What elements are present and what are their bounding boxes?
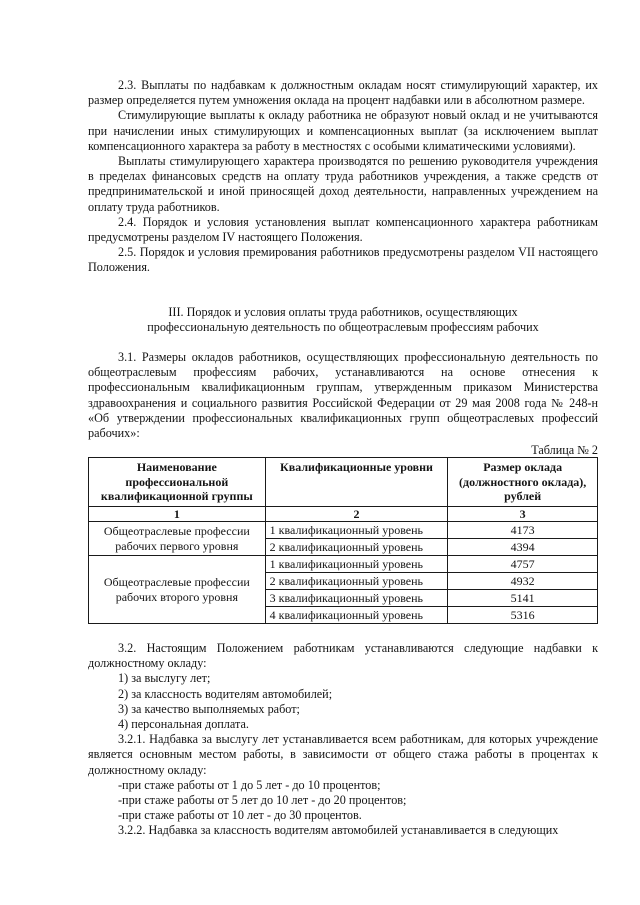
list-item: 2) за классность водителям автомобилей; (118, 686, 333, 701)
table-level-cell: 2 квалификационный уровень (265, 539, 448, 556)
table-header-levels: Квалификационные уровни (265, 458, 448, 507)
table-level-cell: 1 квалификационный уровень (265, 522, 448, 539)
table-level-cell: 4 квалификационный уровень (265, 607, 448, 624)
table-salary-cell: 4932 (448, 573, 598, 590)
paragraph-2-5: 2.5. Порядок и условия премирования работников предусмотрены разделом VII настоящего Положения. (88, 245, 598, 275)
list-item: -при стаже работы от 5 лет до 10 лет - до 20 процентов; (118, 793, 407, 808)
table-salary-cell: 5141 (448, 590, 598, 607)
list-item: 3) за качество выполняемых работ; (118, 701, 300, 716)
table-col-number: 3 (448, 506, 598, 522)
list-item: -при стаже работы от 10 лет - до 30 процентов. (118, 808, 362, 823)
table-col-number: 2 (265, 506, 448, 522)
section-3-2 (88, 641, 598, 839)
list-item: 1) за выслугу лет; (118, 671, 211, 686)
paragraph-2-4: 2.4. Порядок и условия установления выплат компенсационного характера работникам предусмотрены разделом IV настоящего Положения. (88, 214, 598, 245)
paragraph-3-2: 3.2. Настоящим Положением работникам устанавливаются следующие надбавки к должностному окладу: (88, 641, 598, 671)
table-salary-cell: 4173 (448, 522, 598, 539)
section-2-continued (88, 78, 598, 276)
section-3-intro (88, 350, 598, 458)
paragraph-2-3: 2.3. Выплаты по надбавкам к должностным окладам носят стимулирующий характер, их размер определяется путем умножения оклада на процент надбавки или в абсолютном размере. (88, 78, 598, 108)
paragraph-3-2-1: 3.2.1. Надбавка за выслугу лет устанавливается всем работникам, для которых учреждение является основным местом работы, в зависимости от общего стажа работы в процентах к должностному окладу: (88, 732, 598, 777)
table-group-cell: Общеотраслевые профессии рабочих первого уровня (89, 522, 266, 556)
paragraph-stimulating-2: Выплаты стимулирующего характера производятся по решению руководителя учреждения в пределах финансовых средств на оплату труда работников учреждения, а также средств от предпринимательской и иной приносящей доход деятельности, направленных учреждением на оплату труда работников. (88, 154, 598, 214)
paragraph-3-2-2: 3.2.2. Надбавка за классность водителям автомобилей устанавливается в следующих (118, 823, 559, 838)
section-3-heading (88, 305, 598, 335)
list-item: 4) персональная доплата. (118, 717, 249, 732)
section-3-title-line1: III. Порядок и условия оплаты труда работников, осуществляющих (168, 305, 518, 319)
table-header-salary: Размер оклада (должностного оклада), рублей (448, 458, 598, 507)
table-caption: Таблица № 2 (531, 443, 598, 458)
table-col-number: 1 (89, 506, 266, 522)
salary-table (88, 457, 598, 624)
table-level-cell: 3 квалификационный уровень (265, 590, 448, 607)
section-3-title-line2: профессиональную деятельность по общеотраслевым профессиям рабочих (147, 320, 539, 335)
paragraph-3-1: 3.1. Размеры окладов работников, осуществляющих профессиональную деятельность по общеотраслевым профессиям рабочих, устанавливаются на основе отнесения к профессиональным квалификационным группам, утвержденным приказом Министерства здравоохранения и социального развития Российской Федерации от 29 мая 2008 года № 248-н «Об утверждении профессиональных квалификационных групп общеотраслевых профессий рабочих»: (88, 350, 598, 441)
table-header-group: Наименование профессиональной квалификационной группы (89, 458, 266, 507)
table-salary-cell: 4757 (448, 556, 598, 573)
table-level-cell: 2 квалификационный уровень (265, 573, 448, 590)
table-salary-cell: 4394 (448, 539, 598, 556)
table-group-cell: Общеотраслевые профессии рабочих второго уровня (89, 556, 266, 624)
table-level-cell: 1 квалификационный уровень (265, 556, 448, 573)
paragraph-stimulating-1: Стимулирующие выплаты к окладу работника не образуют новый оклад и не учитываются при начислении иных стимулирующих и компенсационных выплат (за исключением выплат компенсационного характера за работу в местностях с особыми климатическими условиями). (88, 108, 598, 153)
table-salary-cell: 5316 (448, 607, 598, 624)
list-item: -при стаже работы от 1 до 5 лет - до 10 процентов; (118, 777, 381, 792)
